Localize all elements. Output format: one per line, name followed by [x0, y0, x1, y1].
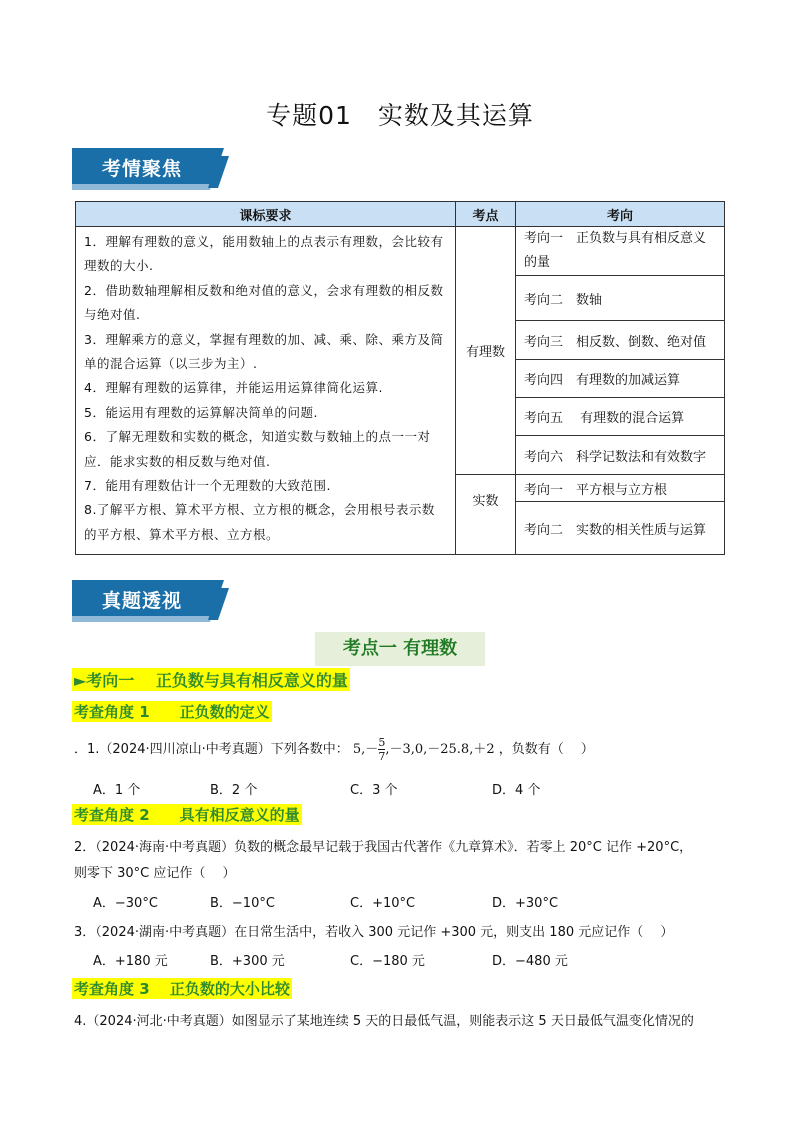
angle-heading: 考查角度 1 正负数的定义: [74, 703, 270, 721]
direction-heading: ►考向一 正负数与具有相反意义的量: [72, 668, 350, 691]
question-3-line1: 3．（2024·湖南·中考真题）在日常生活中，若收入 300 元记作 +300 元，则支出 180 元应记作（ ）: [74, 925, 674, 940]
kaoxiang-item: 考向五 有理数的混合运算: [516, 398, 725, 436]
banner-zhenti: [72, 580, 229, 622]
option-c: C．3 个: [350, 783, 398, 798]
option-c: C．+10°C: [350, 896, 416, 911]
requirement-item: 1．理解有理数的意义，能用数轴上的点表示有理数，会比较有理数的大小.: [84, 234, 444, 274]
page-title: 专题01 实数及其运算: [266, 101, 534, 130]
option-c: C．−180 元: [350, 954, 425, 969]
kaoxiang-item: 考向六 科学记数法和有效数字: [516, 436, 725, 475]
requirement-list: [76, 227, 456, 555]
angle-heading: 考查角度 3 正负数的大小比较: [74, 980, 290, 998]
option-a: A．−30°C: [93, 896, 158, 911]
requirement-item: 8.了解平方根、算术平方根、立方根的概念，会用根号表示数的平方根、算术平方根、立方根。: [84, 502, 435, 542]
requirement-item: 2．借助数轴理解相反数和绝对值的意义，会求有理数的相反数与绝对值.: [84, 282, 444, 323]
requirement-item: 6．了解无理数和实数的概念，知道实数与数轴上的点一一对应．能求实数的相反数与绝对值.: [84, 429, 431, 469]
kaodian-rational: 有理数: [456, 227, 516, 475]
option-d: D．−480 元: [492, 954, 568, 969]
option-a: A．1 个: [93, 783, 141, 798]
requirement-item: 4．理解有理数的运算律，并能运用运算律简化运算.: [84, 380, 383, 396]
header-kaoxiang: 考向: [516, 202, 725, 227]
banner-label: 考情聚焦: [102, 158, 183, 180]
banner-label: 真题透视: [102, 590, 183, 612]
kaoxiang-item: 考向二 数轴: [516, 276, 725, 321]
option-b: B．+300 元: [210, 954, 285, 969]
kaoxiang-item: 考向一 平方根与立方根: [516, 475, 725, 502]
kaoxiang-item: 考向四 有理数的加减运算: [516, 360, 725, 398]
requirement-item: 3．理解乘方的意义，掌握有理数的加、减、乘、除、乘方及简单的混合运算（以三步为主）.: [84, 331, 444, 372]
curriculum-table: [75, 201, 725, 555]
question-tail: ，负数有（ ）: [498, 742, 594, 757]
requirement-item: 7．能用有理数估计一个无理数的大致范围.: [84, 478, 331, 494]
kaodian-real: 实数: [456, 475, 516, 555]
section-title: 考点一 有理数: [315, 632, 485, 666]
option-b: B．2 个: [210, 783, 258, 798]
option-d: D．+30°C: [492, 896, 559, 911]
question-4-line1: 4.（2024·河北·中考真题）如图显示了某地连续 5 天的日最低气温，则能表示这 5 天日最低气温变化情况的: [74, 1014, 694, 1029]
question-1: [74, 735, 594, 765]
header-kaodian: 考点: [456, 202, 516, 227]
angle-heading: 考查角度 2 具有相反意义的量: [74, 806, 300, 824]
question-text: ．1.（2024·四川凉山·中考真题）下列各数中：: [74, 742, 349, 757]
option-a: A．+180 元: [93, 954, 168, 969]
math-expression: 5,－ $\frac{5}{7}$ ,－3,0,－25.8,＋2: [352, 736, 495, 763]
kaoxiang-item: 考向三 相反数、倒数、绝对值: [516, 321, 725, 360]
kaoxiang-item: 考向一 正负数与具有相反意义的量: [516, 227, 725, 276]
option-d: D．4 个: [492, 783, 541, 798]
option-b: B．−10°C: [210, 896, 275, 911]
kaoxiang-item: 考向二 实数的相关性质与运算: [516, 502, 725, 555]
requirement-item: 5．能运用有理数的运算解决简单的问题.: [84, 404, 318, 420]
question-2-line2: 则零下 30°C 应记作（ ）: [74, 866, 236, 881]
banner-kaoqing: [72, 148, 229, 190]
question-2-line1: 2．（2024·海南·中考真题）负数的概念最早记载于我国古代著作《九章算术》．若零上 20°C 记作 +20°C，: [74, 840, 693, 855]
fraction: $\frac{5}{7}$: [378, 736, 386, 763]
header-requirement: 课标要求: [76, 202, 456, 227]
